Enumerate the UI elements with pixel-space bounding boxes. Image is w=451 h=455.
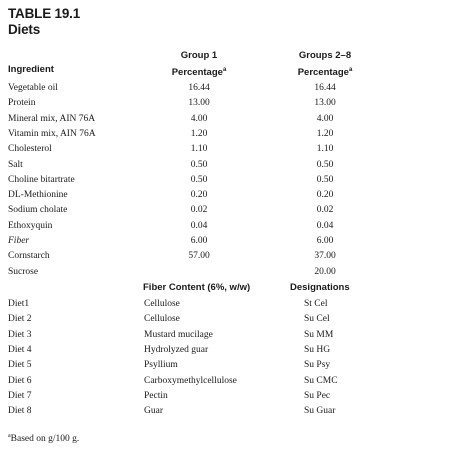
fiber-content: Carboxymethylcellulose: [144, 375, 237, 386]
group1-value: 1.10: [190, 144, 208, 155]
diet-row: [0, 343, 451, 357]
group1-value: 0.50: [190, 174, 208, 185]
fiber-content: Hydrolyzed guar: [144, 344, 209, 355]
group2-value: 4.00: [316, 113, 334, 124]
ingredient-label: Cholesterol: [8, 144, 52, 155]
ingredient-label: Salt: [8, 159, 23, 170]
footnote-text: Based on g/100 g.: [10, 434, 80, 444]
diet-designation: Su CMC: [304, 375, 338, 386]
diet-label: Diet 5: [8, 360, 32, 371]
footnote: [8, 433, 79, 444]
group2-value: 1.20: [316, 128, 334, 139]
diet-designation: Su Guar: [304, 406, 336, 417]
table-row: [0, 96, 451, 110]
fiber-content: Guar: [144, 406, 163, 417]
header-group1-bottom: Percentage$^a$: [171, 67, 227, 78]
diet-label: Diet 4: [8, 344, 32, 355]
table-row: [0, 173, 451, 187]
group1-value: 0.20: [190, 190, 208, 201]
footnote-mark: a: [8, 433, 11, 439]
diet-header-designation: Designations: [290, 282, 350, 293]
diet-header-fiber: Fiber Content (6%, w/w): [143, 282, 251, 293]
footnote-mark: a: [222, 67, 227, 73]
ingredient-label: Vitamin mix, AIN 76A: [8, 128, 96, 139]
group2-value: 37.00: [314, 251, 336, 262]
diet-label: Diet 7: [8, 390, 32, 401]
table-row: [0, 127, 451, 141]
ingredient-label: Cornstarch: [8, 251, 50, 262]
group1-value: 4.00: [190, 113, 208, 124]
table-row: [0, 112, 451, 126]
diet-row: [0, 297, 451, 311]
diet-designation: Su Psy: [304, 360, 331, 371]
ingredient-label: Sodium cholate: [8, 205, 68, 216]
header-group1-top: Group 1: [180, 50, 218, 61]
ingredient-label: Vegetable oil: [8, 83, 58, 93]
ingredient-label: Fiber: [8, 236, 30, 246]
group2-value: 1.10: [316, 144, 334, 155]
footnote-mark: a: [348, 67, 353, 73]
table-row: [0, 158, 451, 172]
group1-value: 13.00: [188, 98, 210, 109]
table-row: [0, 265, 451, 279]
diet-label: Diet 2: [8, 314, 32, 325]
diet-designation: Su HG: [304, 344, 331, 355]
diet-label: Diet1: [8, 299, 30, 309]
diet-designation: Su Cel: [304, 314, 330, 325]
fiber-content: Pectin: [144, 390, 168, 401]
header-group1: [150, 49, 248, 80]
ingredient-label: Choline bitartrate: [8, 174, 75, 185]
group2-value: 13.00: [314, 98, 336, 109]
diet-label: Diet 6: [8, 375, 32, 386]
group2-value: 0.50: [316, 174, 334, 185]
diet-designation: Su MM: [304, 329, 334, 340]
group1-value: 1.20: [190, 128, 208, 139]
table-number: TABLE 19.1: [8, 6, 81, 21]
group2-value: 0.20: [316, 190, 334, 201]
ingredient-label: Sucrose: [8, 266, 39, 277]
diet-row: [0, 328, 451, 342]
diet-row: [0, 389, 451, 403]
diet-row: [0, 312, 451, 326]
fiber-content: Mustard mucilage: [144, 329, 213, 340]
table-row: [0, 188, 451, 202]
table-row: [0, 249, 451, 263]
group2-value: 6.00: [316, 236, 334, 246]
fiber-content: Psyllium: [144, 360, 178, 371]
ingredient-label: Mineral mix, AIN 76A: [8, 113, 96, 124]
diet-row: [0, 374, 451, 388]
group2-value: 20.00: [314, 266, 336, 277]
diet-row: [0, 358, 451, 372]
group2-value: 0.02: [316, 205, 334, 216]
diet-label: Diet 3: [8, 329, 32, 340]
group1-value: 57.00: [188, 251, 210, 262]
ingredient-label: Ethoxyquin: [8, 220, 53, 231]
header-group2: [277, 49, 373, 80]
table-title: Diets: [8, 22, 41, 37]
table-row: [0, 142, 451, 156]
group1-value: 0.50: [190, 159, 208, 170]
table-row: [0, 234, 451, 248]
group1-value: 0.02: [190, 205, 208, 216]
diet-label: Diet 8: [8, 406, 32, 417]
header-group2-top: Groups 2–8: [298, 50, 352, 61]
ingredient-label: DL-Methionine: [8, 190, 68, 201]
table-row: [0, 203, 451, 217]
header-group2-bottom: Percentage$^a$: [297, 67, 353, 78]
diet-designation: Su Pec: [304, 390, 331, 401]
group2-value: 0.50: [316, 159, 334, 170]
diet-row: [0, 404, 451, 418]
fiber-content: Cellulose: [144, 314, 180, 325]
ingredient-label: Protein: [8, 98, 36, 109]
header-ingredient: Ingredient: [8, 64, 54, 75]
table-row: [0, 219, 451, 233]
fiber-content: Cellulose: [144, 299, 180, 309]
group2-value: 0.04: [316, 220, 334, 231]
group1-value: 6.00: [190, 236, 208, 246]
group1-value: 16.44: [188, 83, 210, 93]
group2-value: 16.44: [314, 83, 336, 93]
group1-value: 0.04: [190, 220, 208, 231]
table-row: [0, 81, 451, 95]
diet-designation: St Cel: [304, 299, 328, 309]
